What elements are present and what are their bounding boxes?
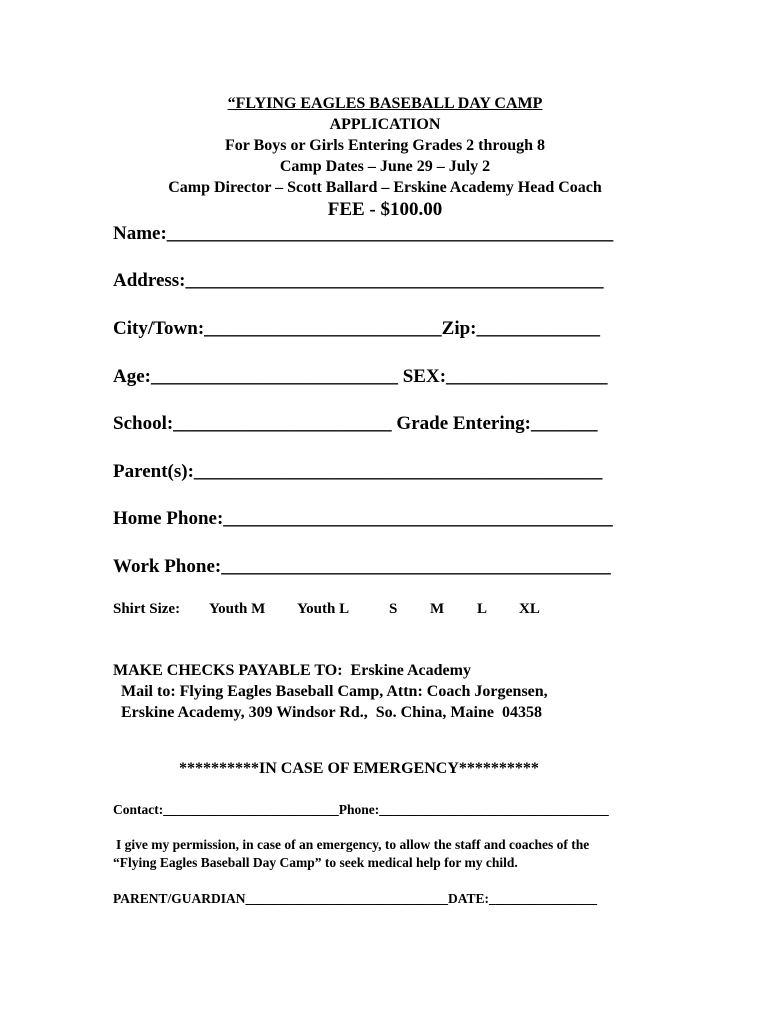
shirt-option-youth-l[interactable]: Youth L bbox=[297, 601, 350, 617]
form-subtitle: APPLICATION bbox=[329, 116, 441, 133]
permission-line-2: “Flying Eagles Baseball Day Camp” to seek medical help for my child. bbox=[113, 855, 518, 870]
grades-line: For Boys or Girls Entering Grades 2 through 8 bbox=[224, 137, 545, 154]
shirt-option-xl[interactable]: XL bbox=[519, 601, 540, 617]
emergency-contact-field[interactable]: Contact:__________________________Phone:__________________________________ bbox=[113, 802, 609, 817]
shirt-option-youth-m[interactable]: Youth M bbox=[209, 601, 266, 617]
shirt-option-m[interactable]: M bbox=[430, 601, 445, 617]
checks-payable-line: MAKE CHECKS PAYABLE TO: Erskine Academy bbox=[113, 662, 471, 679]
camp-dates-line: Camp Dates – June 29 – July 2 bbox=[279, 158, 491, 175]
mail-to-line: Mail to: Flying Eagles Baseball Camp, Attn: Coach Jorgensen, bbox=[121, 683, 548, 700]
parents-field[interactable]: Parent(s):___________________________________________ bbox=[113, 461, 603, 482]
fee-line: FEE - $100.00 bbox=[327, 199, 443, 220]
work-phone-field[interactable]: Work Phone:_________________________________________ bbox=[113, 556, 611, 577]
emergency-heading: **********IN CASE OF EMERGENCY********** bbox=[179, 760, 539, 777]
home-phone-field[interactable]: Home Phone:_________________________________________ bbox=[113, 508, 613, 529]
shirt-option-s[interactable]: S bbox=[389, 601, 398, 617]
mailing-address-line: Erskine Academy, 309 Windsor Rd., So. China, Maine 04358 bbox=[121, 704, 542, 721]
form-title: “FLYING EAGLES BASEBALL DAY CAMP bbox=[227, 95, 543, 112]
city-zip-field[interactable]: City/Town:_________________________Zip:_____________ bbox=[113, 318, 600, 339]
permission-line-1: I give my permission, in case of an emergency, to allow the staff and coaches of the bbox=[116, 837, 590, 852]
camp-director-line: Camp Director – Scott Ballard – Erskine Academy Head Coach bbox=[168, 179, 602, 196]
shirt-size-label: Shirt Size: bbox=[113, 601, 181, 617]
age-sex-field[interactable]: Age:__________________________ SEX:_________________ bbox=[113, 366, 608, 387]
school-grade-field[interactable]: School:_______________________ Grade Entering:_______ bbox=[113, 413, 598, 434]
shirt-option-l[interactable]: L bbox=[477, 601, 488, 617]
signature-date-field[interactable]: PARENT/GUARDIAN______________________________DATE:________________ bbox=[113, 891, 598, 906]
address-field[interactable]: Address:____________________________________________ bbox=[113, 270, 604, 291]
name-field[interactable]: Name:_______________________________________________ bbox=[113, 223, 614, 244]
